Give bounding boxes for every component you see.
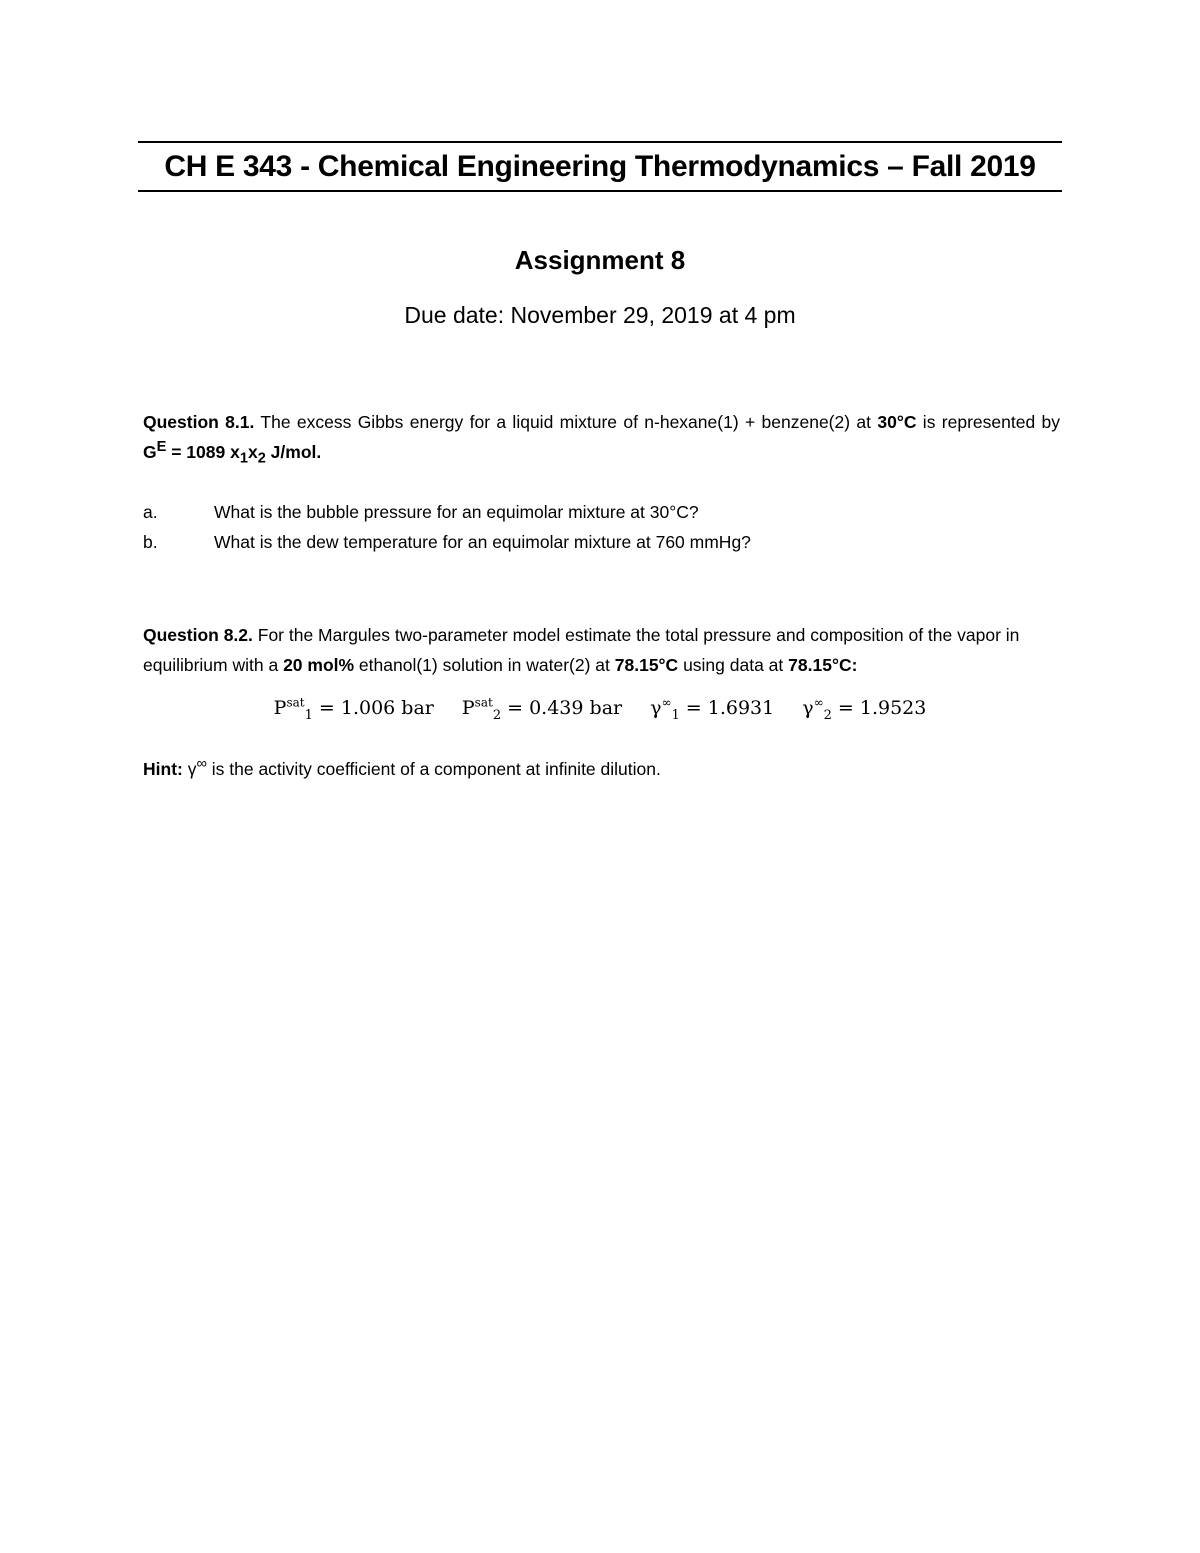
hint-text: is the activity coefficient of a component at infinite dilution. — [206, 759, 661, 779]
equation-term: $P^{sat}_1 = 1.006$ bar — [273, 695, 434, 723]
hint: Hint: γ∞ is the activity coefficient of a component at infinite dilution. — [143, 756, 661, 779]
temperature: 78.15°C — [788, 655, 852, 675]
list-item — [143, 497, 1060, 527]
due-date: Due date: November 29, 2019 at 4 pm — [404, 302, 796, 328]
course-title: CH E 343 - Chemical Engineering Thermodynamics – Fall 2019 — [164, 149, 1036, 183]
temperature: 78.15°C — [614, 655, 679, 675]
assignment-title: Assignment 8 — [514, 245, 686, 275]
question-label: Question 8.2. — [143, 625, 253, 645]
equation-term: $\gamma^\infty_1 = 1.6931$ — [650, 695, 775, 723]
excess-gibbs-formula: $G^E = 1089$ $x_1x_2$ J/mol. — [143, 439, 322, 467]
question-text: For the Margules two-parameter model estimate the total pressure and composition of the vapor in equilibrium with a — [143, 625, 1020, 675]
list-marker: a. — [143, 502, 158, 522]
question-8-2: Question 8.2. For the Margules two-parameter model estimate the total pressure and composition of the vapor in equilibrium with a 20 mol% ethanol(1) solution in water(2) at 78.15°C using data at 78.15°C: — [143, 625, 1020, 675]
question-text: The excess Gibbs energy for a liquid mixture of n-hexane(1) + benzene(2) at — [254, 412, 878, 432]
question-text: ethanol(1) solution in water(2) at — [354, 655, 615, 675]
temperature: 30°C — [877, 412, 917, 432]
concentration: 20 mol% — [283, 655, 355, 675]
list-item-text: What is the dew temperature for an equimolar mixture at 760 mmHg? — [214, 532, 751, 552]
list-item — [143, 527, 1060, 557]
parameter-equations — [0, 695, 1200, 723]
hint-label: Hint: — [143, 759, 183, 779]
list-item-text: What is the bubble pressure for an equimolar mixture at 30°C? — [214, 502, 699, 522]
equation-term: $P^{sat}_2 = 0.439$ bar — [461, 695, 623, 723]
question-8-1 — [143, 407, 1060, 467]
list-marker: b. — [143, 532, 158, 552]
equation-term: $\gamma^\infty_2 = 1.9523$ — [802, 695, 927, 723]
question-text: is represented by — [916, 412, 1061, 432]
question-label: Question 8.1. — [143, 412, 255, 432]
course-header — [138, 141, 1062, 192]
question-text: using data at — [678, 655, 789, 675]
question-8-1-parts — [143, 497, 1060, 557]
